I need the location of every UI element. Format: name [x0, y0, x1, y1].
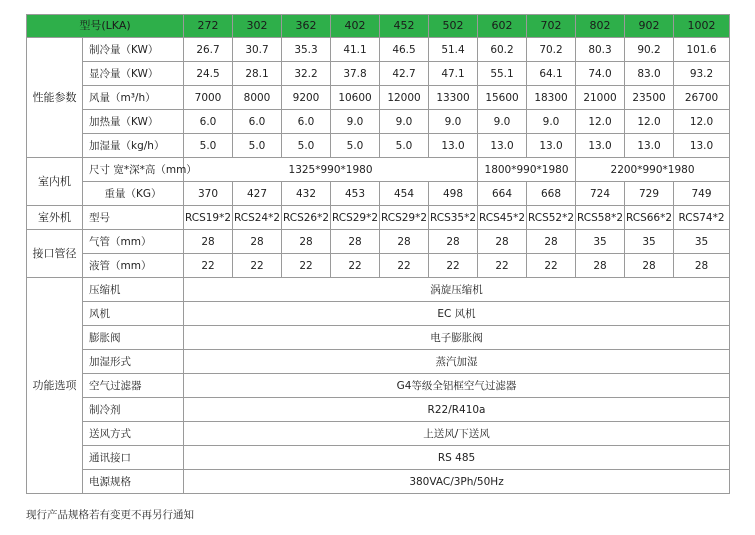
cell: 32.2 — [282, 62, 331, 86]
cell: 22 — [380, 254, 429, 278]
cell: RCS29*2 — [331, 206, 380, 230]
cell: 432 — [282, 182, 331, 206]
row-label: 风量（m³/h） — [83, 86, 184, 110]
cell: 5.0 — [233, 134, 282, 158]
row-label: 显冷量（KW） — [83, 62, 184, 86]
model-header: 502 — [429, 15, 478, 38]
cell: 13.0 — [478, 134, 527, 158]
cell: 10600 — [331, 86, 380, 110]
row-label: 制冷剂 — [83, 398, 184, 422]
cell: 12.0 — [576, 110, 625, 134]
cell: 74.0 — [576, 62, 625, 86]
option-value: 380VAC/3Ph/50Hz — [184, 470, 730, 494]
cell: 70.2 — [527, 38, 576, 62]
row-label: 型号 — [83, 206, 184, 230]
group-performance: 性能参数 — [27, 38, 83, 158]
cell: RCS45*2 — [478, 206, 527, 230]
cell: 93.2 — [674, 62, 730, 86]
cell: 21000 — [576, 86, 625, 110]
table-row — [27, 38, 730, 62]
cell: 30.7 — [233, 38, 282, 62]
cell: 427 — [233, 182, 282, 206]
cell: 6.0 — [184, 110, 233, 134]
cell: 46.5 — [380, 38, 429, 62]
model-header: 362 — [282, 15, 331, 38]
size-cell: 1325*990*1980 — [184, 158, 478, 182]
cell: 5.0 — [282, 134, 331, 158]
group-piping: 接口管径 — [27, 230, 83, 278]
cell: 12.0 — [625, 110, 674, 134]
cell: 26700 — [674, 86, 730, 110]
table-row — [27, 326, 730, 350]
cell: 724 — [576, 182, 625, 206]
row-label: 液管（mm） — [83, 254, 184, 278]
cell: 23500 — [625, 86, 674, 110]
cell: 13.0 — [576, 134, 625, 158]
size-cell: 1800*990*1980 — [478, 158, 576, 182]
cell: 5.0 — [184, 134, 233, 158]
cell: 9.0 — [429, 110, 478, 134]
model-header: 1002 — [674, 15, 730, 38]
cell: 8000 — [233, 86, 282, 110]
cell: RCS35*2 — [429, 206, 478, 230]
cell: 28 — [576, 254, 625, 278]
cell: 55.1 — [478, 62, 527, 86]
header-row — [27, 15, 730, 38]
cell: RCS19*2 — [184, 206, 233, 230]
cell: 453 — [331, 182, 380, 206]
cell: 24.5 — [184, 62, 233, 86]
cell: 28 — [429, 230, 478, 254]
cell: 5.0 — [380, 134, 429, 158]
row-label: 加湿量（kg/h） — [83, 134, 184, 158]
row-label: 送风方式 — [83, 422, 184, 446]
table-row — [27, 254, 730, 278]
cell: 6.0 — [233, 110, 282, 134]
table-row — [27, 422, 730, 446]
size-cell: 2200*990*1980 — [576, 158, 730, 182]
cell: 80.3 — [576, 38, 625, 62]
option-value: 蒸汽加湿 — [184, 350, 730, 374]
cell: 15600 — [478, 86, 527, 110]
cell: 9.0 — [331, 110, 380, 134]
cell: 83.0 — [625, 62, 674, 86]
row-label: 电源规格 — [83, 470, 184, 494]
cell: 13.0 — [429, 134, 478, 158]
cell: 9.0 — [527, 110, 576, 134]
cell: 749 — [674, 182, 730, 206]
cell: 22 — [184, 254, 233, 278]
cell: 454 — [380, 182, 429, 206]
table-row — [27, 470, 730, 494]
row-label: 膨胀阀 — [83, 326, 184, 350]
cell: 498 — [429, 182, 478, 206]
cell: 664 — [478, 182, 527, 206]
table-row — [27, 206, 730, 230]
table-row — [27, 182, 730, 206]
row-label: 气管（mm） — [83, 230, 184, 254]
table-row — [27, 62, 730, 86]
cell: 28 — [380, 230, 429, 254]
group-indoor: 室内机 — [27, 158, 83, 206]
row-label: 空气过滤器 — [83, 374, 184, 398]
cell: 22 — [282, 254, 331, 278]
row-label: 加湿形式 — [83, 350, 184, 374]
table-row — [27, 278, 730, 302]
table-row — [27, 446, 730, 470]
cell: 64.1 — [527, 62, 576, 86]
cell: 13.0 — [527, 134, 576, 158]
cell: 28 — [625, 254, 674, 278]
model-header: 272 — [184, 15, 233, 38]
cell: 22 — [527, 254, 576, 278]
cell: 35.3 — [282, 38, 331, 62]
model-header: 402 — [331, 15, 380, 38]
row-label: 压缩机 — [83, 278, 184, 302]
cell: 13.0 — [625, 134, 674, 158]
cell: 13.0 — [674, 134, 730, 158]
cell: 7000 — [184, 86, 233, 110]
cell: RCS66*2 — [625, 206, 674, 230]
option-value: R22/R410a — [184, 398, 730, 422]
cell: 6.0 — [282, 110, 331, 134]
cell: 9.0 — [380, 110, 429, 134]
cell: 90.2 — [625, 38, 674, 62]
option-value: EC 风机 — [184, 302, 730, 326]
row-label: 制冷量（KW） — [83, 38, 184, 62]
cell: 28 — [331, 230, 380, 254]
cell: 28 — [233, 230, 282, 254]
model-header: 702 — [527, 15, 576, 38]
cell: RCS26*2 — [282, 206, 331, 230]
cell: 22 — [478, 254, 527, 278]
table-row — [27, 110, 730, 134]
table-row — [27, 230, 730, 254]
cell: RCS58*2 — [576, 206, 625, 230]
table-row — [27, 134, 730, 158]
cell: 51.4 — [429, 38, 478, 62]
model-header: 602 — [478, 15, 527, 38]
cell: 41.1 — [331, 38, 380, 62]
cell: 22 — [331, 254, 380, 278]
cell: 9.0 — [478, 110, 527, 134]
model-header: 452 — [380, 15, 429, 38]
cell: 28 — [478, 230, 527, 254]
cell: 37.8 — [331, 62, 380, 86]
cell: 9200 — [282, 86, 331, 110]
option-value: 涡旋压缩机 — [184, 278, 730, 302]
group-options: 功能选项 — [27, 278, 83, 494]
spec-table — [26, 14, 730, 494]
cell: RCS74*2 — [674, 206, 730, 230]
cell: 28 — [527, 230, 576, 254]
model-header: 902 — [625, 15, 674, 38]
cell: 12000 — [380, 86, 429, 110]
cell: 47.1 — [429, 62, 478, 86]
table-row — [27, 302, 730, 326]
model-header-label: 型号(LKA) — [27, 15, 184, 38]
cell: 18300 — [527, 86, 576, 110]
cell: 22 — [233, 254, 282, 278]
table-row — [27, 86, 730, 110]
table-row — [27, 350, 730, 374]
cell: 12.0 — [674, 110, 730, 134]
cell: 35 — [674, 230, 730, 254]
cell: 28 — [674, 254, 730, 278]
row-label: 重量（KG） — [83, 182, 184, 206]
model-header: 802 — [576, 15, 625, 38]
option-value: 电子膨胀阀 — [184, 326, 730, 350]
cell: 28 — [282, 230, 331, 254]
cell: 370 — [184, 182, 233, 206]
cell: 26.7 — [184, 38, 233, 62]
cell: 35 — [625, 230, 674, 254]
option-value: RS 485 — [184, 446, 730, 470]
footnote: 现行产品规格若有变更不再另行通知 — [26, 509, 194, 521]
cell: 28 — [184, 230, 233, 254]
cell: 668 — [527, 182, 576, 206]
option-value: G4等级全铝框空气过滤器 — [184, 374, 730, 398]
cell: 60.2 — [478, 38, 527, 62]
table-row — [27, 158, 730, 182]
row-label: 通讯接口 — [83, 446, 184, 470]
model-header: 302 — [233, 15, 282, 38]
cell: RCS29*2 — [380, 206, 429, 230]
group-outdoor: 室外机 — [27, 206, 83, 230]
row-label: 尺寸 宽*深*高（mm） — [83, 158, 184, 182]
table-row — [27, 398, 730, 422]
cell: RCS52*2 — [527, 206, 576, 230]
cell: 35 — [576, 230, 625, 254]
cell: RCS24*2 — [233, 206, 282, 230]
option-value: 上送风/下送风 — [184, 422, 730, 446]
cell: 729 — [625, 182, 674, 206]
row-label: 加热量（KW） — [83, 110, 184, 134]
cell: 22 — [429, 254, 478, 278]
cell: 5.0 — [331, 134, 380, 158]
cell: 101.6 — [674, 38, 730, 62]
cell: 42.7 — [380, 62, 429, 86]
cell: 13300 — [429, 86, 478, 110]
cell: 28.1 — [233, 62, 282, 86]
row-label: 风机 — [83, 302, 184, 326]
table-row — [27, 374, 730, 398]
